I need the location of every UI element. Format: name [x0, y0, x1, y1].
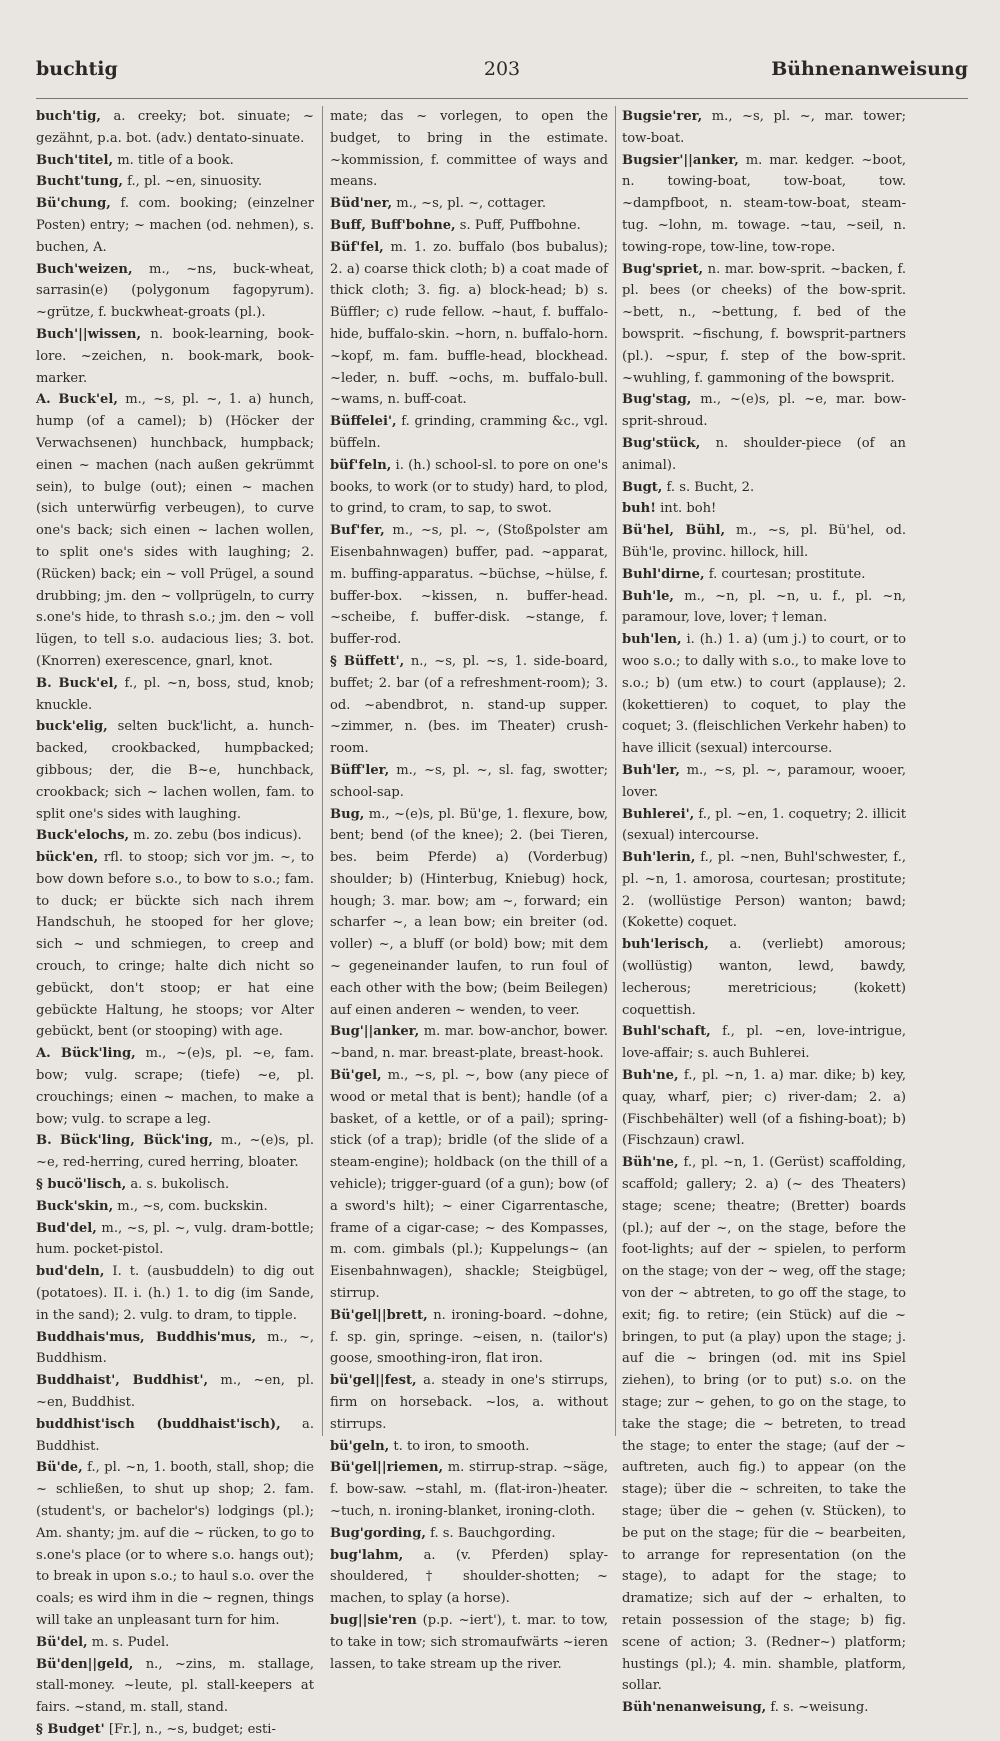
entry-headword: Buh'ne,: [622, 1068, 679, 1084]
dictionary-entry: [36, 171, 314, 193]
entry-definition: n. ironing-board. ~dohne, f. sp. gin, springe. ~eisen, n. (tailor's) goose, smoothing-iron, flat iron.: [330, 1307, 608, 1367]
entry-definition: f., pl. ~n, boss, stud, knob; knuckle.: [36, 675, 314, 713]
entry-headword: Bü'chung,: [36, 196, 111, 212]
entry-headword: Buhl'schaft,: [622, 1024, 711, 1040]
entry-definition: t. to iron, to smooth.: [389, 1438, 530, 1454]
dictionary-entry: [330, 1065, 608, 1305]
entry-headword: Buh'lerin,: [622, 850, 696, 866]
dictionary-entry: [36, 106, 314, 150]
entry-headword: buch'tig,: [36, 109, 101, 124]
entry-definition: m., ~s, pl. ~, bow (any piece of wood or metal that is bent); handle (of a basket, of a kettle, or of a pail); spring-stick (of a trap); bridle (of the slide of a steam-engine); holdback (on the thill of a vehicle); trigger-guard (of a gun); bow (of a sword's hilt); ~ einer Cigarrentasche, frame of a cigar-case; ~ des Kompasses, m. com. gimbals (pl.); Kuppelungs~ (an Eisenbahnwagen), shackle; Steigbügel, stirrup.: [330, 1068, 608, 1302]
page-header: [36, 58, 968, 92]
column-divider-2: [615, 106, 616, 1436]
entry-definition: m., ~(e)s, pl. Bü'ge, 1. flexure, bow, bent; bend (of the knee); 2. (bei Tieren, bes. beim Pferde) a) (Vorderbug) shoulder; b) (Hinterbug, Kniebug) hock, hough; 3. mar. bow; am ~, forward; ein scharfer ~, a lean bow; ein breiter (od. voller) ~, a bluff (or bold) bow; mit dem ~ gegeneinander laufen, to run foul of each other with the bow; (beim Beilegen) auf einen anderen ~ wenden, to veer.: [330, 806, 608, 1018]
dictionary-entry: [330, 411, 608, 455]
entry-headword: bü'geln,: [330, 1438, 390, 1454]
entry-headword: § bucö'lisch,: [36, 1177, 127, 1193]
entry-headword: Buch'weizen,: [36, 261, 133, 277]
entry-definition: m. zo. zebu (bos indicus).: [129, 828, 302, 844]
entry-headword: Buh'ler,: [622, 762, 680, 778]
dictionary-entry: [330, 215, 608, 237]
dictionary-entry: [330, 804, 608, 1022]
entry-headword: Bug'gording,: [330, 1525, 426, 1541]
entry-headword: Bü'den||geld,: [36, 1656, 134, 1672]
entry-definition: f. com. booking; (einzelner Posten) entry; ~ machen (od. nehmen), s. buchen, A.: [36, 196, 314, 255]
page-number: 203: [483, 58, 521, 80]
dictionary-entry: [622, 1152, 906, 1697]
entry-definition: int. boh!: [655, 501, 717, 517]
entry-headword: Buddhaist', Buddhist',: [36, 1373, 209, 1389]
dictionary-entry: [330, 1545, 608, 1610]
entry-definition: f., pl. ~en, 1. coquetry; 2. illicit (sexual) intercourse.: [622, 806, 906, 844]
dictionary-entry: [622, 477, 906, 499]
entry-headword: Buck'elochs,: [36, 828, 130, 844]
entry-definition: a. Buddhist.: [36, 1416, 314, 1454]
entry-definition: m., ~(e)s, pl. ~e, mar. bow-sprit-shroud.: [622, 392, 906, 430]
entry-definition: a. (v. Pferden) splay-shouldered, † shoulder-shotten; ~ machen, to splay (a horse).: [330, 1547, 608, 1607]
dictionary-entry: [622, 804, 906, 848]
entry-headword: Bug,: [330, 806, 365, 822]
dictionary-entry: [622, 433, 906, 477]
entry-definition: m., ~s, pl. ~, (Stoßpolster am Eisenbahnwagen) buffer, pad. ~apparat, m. buffing-apparatus. ~büchse, ~hülse, f. buffer-box. ~kissen, n. buffer-head. ~scheibe, f. buffer-disk. ~stange, f. buffer-rod.: [330, 523, 608, 648]
dictionary-entry: [36, 150, 314, 172]
entry-headword: Büf'fel,: [330, 239, 384, 255]
dictionary-entry: [330, 1523, 608, 1545]
dictionary-entry: [36, 1261, 314, 1326]
dictionary-entry: [622, 934, 906, 1021]
dictionary-entry: [36, 259, 314, 324]
entry-headword: bü'gel||fest,: [330, 1373, 417, 1389]
dictionary-entry: [36, 1632, 314, 1654]
entry-definition: a. s. bukolisch.: [126, 1177, 230, 1193]
entry-definition: m., ~(e)s, pl. ~e, red-herring, cured herring, bloater.: [36, 1133, 314, 1171]
entry-headword: Büff'ler,: [330, 762, 390, 778]
dictionary-entry: [36, 1457, 314, 1631]
entry-definition: n. mar. bow-sprit. ~backen, f. pl. bees (or cheeks) of the bow-sprit. ~bett, n., ~bettung, f. bed of the bowsprit. ~fischung, f. bowsprit-partners (pl.). ~spur, f. step of the bow-sprit. ~wuhling, f. gammoning of the bowsprit.: [622, 261, 906, 386]
dictionary-entry: [330, 651, 608, 760]
entry-headword: Bugsier'||anker,: [622, 152, 739, 168]
entry-headword: Bud'del,: [36, 1220, 97, 1236]
dictionary-entry: [622, 1021, 906, 1065]
entry-definition: m., ~s, com. buckskin.: [113, 1198, 268, 1214]
entry-headword: bück'en,: [36, 850, 99, 866]
entry-definition: f., pl. ~en, sinuosity.: [122, 174, 262, 190]
entry-definition: a. steady in one's stirrups, firm on horseback. ~los, a. without stirrups.: [330, 1373, 608, 1432]
dictionary-entry: [330, 106, 608, 193]
dictionary-entry: [622, 498, 906, 520]
entry-headword: Bü'de,: [36, 1460, 83, 1476]
entry-definition: f. grinding, cramming &c., vgl. büffeln.: [330, 414, 608, 451]
dictionary-entry: [36, 193, 314, 258]
entry-headword: Büh'nenanweisung,: [622, 1700, 767, 1716]
entry-definition: a. (verliebt) amorous; (wollüstig) wanton, lewd, bawdy, lecherous; meretricious; (kokett) coquettish.: [622, 937, 906, 1018]
entry-definition: m., ~s, pl. ~, sl. fag, swotter; school-sap.: [330, 762, 608, 800]
entry-definition: m. 1. zo. buffalo (bos bubalus); 2. a) coarse thick cloth; b) a coat made of thick cloth; 3. fig. a) block-head; b) s. Büffler; c) rude fellow. ~haut, f. buffalo-hide, buffalo-skin. ~horn, n. buffalo-horn. ~kopf, m. fam. buffle-head, blockhead. ~leder, n. buff. ~ochs, m. buffalo-bull. ~wams, n. buff-coat.: [330, 239, 608, 408]
entry-definition: i. (h.) school-sl. to pore on one's books, to work (or to study) hard, to plod, to grind, to cram, to sap, to swot.: [330, 457, 608, 517]
entry-definition: m. mar. bow-anchor, bower. ~band, n. mar. breast-plate, breast-hook.: [330, 1024, 608, 1062]
entry-headword: B. Bück'ling, Bück'ing,: [36, 1133, 213, 1149]
entry-definition: mate; das ~ vorlegen, to open the budget, to bring in the estimate. ~kommission, f. committee of ways and means.: [330, 109, 608, 190]
dictionary-entry: [36, 324, 314, 389]
dictionary-entry: [36, 1370, 314, 1414]
entry-definition: f. courtesan; prostitute.: [704, 566, 866, 582]
entry-headword: Buff, Buff'bohne,: [330, 217, 456, 233]
entry-headword: Büd'ner,: [330, 196, 393, 212]
dictionary-entry: [622, 1697, 906, 1719]
entry-definition: f., pl. ~n, 1. (Gerüst) scaffolding, scaffold; gallery; 2. a) (~ des Theaters) stage; scene; theatre; (Bretter) boards (pl.); auf der ~, on the stage, before the foot-lights; auf der ~ spielen, to perform on the stage; von der ~ weg, off the stage; von der ~ abtreten, to go off the stage, to exit; fig. to retire; (ein Stück) auf die ~ bringen, to put (a play) upon the stage; j. auf die ~ bringen (od. mit ins Spiel ziehen), to bring (or to put) s.o. on the stage; zur ~ gehen, to go on the stage, to take the stage; die ~ betreten, to tread the stage; to enter the stage; (auf der ~ auftreten, auch fig.) to appear (on the stage); über die ~ schreiten, to take the stage; über die ~ gehen (v. Stücken), to be put on the stage; für die ~ bearbeiten, to arrange for representation (on the stage), to adapt for the stage; to dramatize; sich auf der ~ erhalten, to retain possession of the stage; b) fig. scene of action; 3. (Redner~) platform; hustings (pl.); 4. min. shamble, platform, sollar.: [622, 1155, 906, 1694]
header-first-headword: buchtig: [36, 58, 118, 80]
entry-definition: selten buck'licht, a. hunch-backed, crookbacked, humpbacked; gibbous; der, die B~e, hunchback, crookback; sich ~ lachen wollen, fam. to split one's sides with laughing.: [36, 719, 314, 822]
entry-definition: i. (h.) 1. a) (um j.) to court, or to woo s.o.; to dally with s.o., to make love to s.o.; b) (um etw.) to court (applause); 2. (kokettieren) to coquet, to play the coquet; 3. (fleischlichen Verkehr haben) to have illicit (sexual) intercourse.: [622, 632, 906, 757]
entry-definition: m., ~s, pl. ~, mar. tower; tow-boat.: [622, 109, 906, 146]
entry-definition: f. s. ~weisung.: [766, 1700, 869, 1716]
entry-definition: (p.p. ~iert'), t. mar. to tow, to take in tow; sich stromaufwärts ~ieren lassen, to take stream up the river.: [330, 1612, 608, 1672]
dictionary-entry: [36, 825, 314, 847]
entry-definition: a. creeky; bot. sinuate; ~ gezähnt, p.a. bot. (adv.) dentato-sinuate.: [36, 109, 314, 146]
entry-definition: n. shoulder-piece (of an animal).: [622, 435, 906, 473]
dictionary-entry: [330, 1021, 608, 1065]
entry-headword: Bü'gel||riemen,: [330, 1460, 444, 1476]
entry-definition: f. s. Bauchgording.: [425, 1525, 556, 1541]
dictionary-entry: [622, 760, 906, 804]
entry-headword: Bug'||anker,: [330, 1024, 420, 1040]
entry-headword: Bug'stag,: [622, 392, 692, 408]
dictionary-entry: [622, 520, 906, 564]
dictionary-entry: [36, 847, 314, 1043]
entry-definition: m., ~en, pl. ~en, Buddhist.: [36, 1373, 314, 1411]
entry-headword: Bug'stück,: [622, 435, 701, 451]
dictionary-entry: [622, 1065, 906, 1152]
entry-definition: m., ~(e)s, pl. ~e, fam. bow; vulg. scrape; (tiefe) ~e, pl. crouchings; einen ~ machen, to make a bow; vulg. to scrape a leg.: [36, 1046, 314, 1127]
entry-headword: A. Buck'el,: [36, 392, 118, 408]
entry-definition: I. t. (ausbuddeln) to dig out (potatoes). II. i. (h.) 1. to dig (im Sande, in the sand); 2. vulg. to dram, to tipple.: [36, 1264, 314, 1323]
dictionary-entry: [330, 1370, 608, 1435]
entry-headword: Buf'fer,: [330, 523, 385, 539]
entry-definition: [Fr.], n., ~s, budget; esti-: [104, 1721, 276, 1737]
entry-headword: bug||sie'ren: [330, 1612, 417, 1628]
entry-headword: Bü'gel,: [330, 1068, 382, 1084]
entry-definition: rfl. to stoop; sich vor jm. ~, to bow down before s.o., to bow to s.o.; fam. to duck; er bückte sich nach ihrem Handschuh, he stooped for her glove; sich ~ und schmiegen, to creep and crouch, to cringe; halte dich nicht so gebückt, don't stoop; er hat eine gebückte Haltung, he stoops; vor Alter gebückt, bent (or stooping) with age.: [36, 850, 314, 1040]
entry-headword: Buch'||wissen,: [36, 326, 142, 342]
dictionary-entry: [622, 564, 906, 586]
dictionary-entry: [330, 760, 608, 804]
dictionary-entry: [330, 1610, 608, 1675]
header-last-headword: Bühnenanweisung: [771, 58, 968, 80]
entry-headword: buh!: [622, 501, 656, 517]
dictionary-entry: [330, 193, 608, 215]
dictionary-entry: [330, 1436, 608, 1458]
dictionary-entry: [330, 1305, 608, 1370]
dictionary-entry: [36, 1414, 314, 1458]
dictionary-entry: [36, 1218, 314, 1262]
entry-headword: buck'elig,: [36, 719, 108, 735]
entry-headword: § Budget': [36, 1721, 105, 1737]
entry-headword: bud'deln,: [36, 1264, 105, 1280]
dictionary-entry: [36, 1327, 314, 1371]
entry-headword: büf'feln,: [330, 457, 392, 473]
entry-headword: Bü'hel, Bühl,: [622, 523, 726, 539]
dictionary-entry: [36, 1196, 314, 1218]
dictionary-entry: [36, 389, 314, 672]
entry-headword: Bü'del,: [36, 1634, 88, 1650]
entry-headword: Buhlerei',: [622, 806, 695, 822]
entry-definition: m. mar. kedger. ~boot, n. towing-boat, tow-boat, tow. ~dampfboot, n. steam-tow-boat, steam-tug. ~lohn, m. towage. ~tau, ~seil, n. towing-rope, tow-line, tow-rope.: [622, 152, 906, 255]
dictionary-entry: [622, 106, 906, 150]
column-divider-1: [322, 106, 323, 1436]
dictionary-entry: [622, 629, 906, 760]
column-1: [36, 106, 314, 1737]
dictionary-entry: [36, 1654, 314, 1719]
entry-headword: Bü'gel||brett,: [330, 1307, 428, 1323]
entry-definition: n., ~s, pl. ~s, 1. side-board, buffet; 2. bar (of a refreshment-room); 3. od. ~abendbrot, n. stand-up supper. ~zimmer, n. (bes. im Theater) crush-room.: [330, 653, 608, 757]
entry-headword: Bucht'tung,: [36, 174, 123, 190]
entry-headword: buh'lerisch,: [622, 937, 709, 953]
entry-definition: m., ~s, pl. ~, paramour, wooer, lover.: [622, 762, 906, 800]
entry-definition: f. s. Bucht, 2.: [662, 479, 755, 495]
entry-headword: Bugsie'rer,: [622, 109, 703, 124]
dictionary-entry: [330, 1457, 608, 1522]
column-3: [622, 106, 906, 1716]
dictionary-entry: [36, 1130, 314, 1174]
dictionary-entry: [36, 1719, 314, 1741]
entry-definition: m., ~s, pl. ~, vulg. dram-bottle; hum. pocket-pistol.: [36, 1220, 314, 1258]
entry-headword: § Büffett',: [330, 653, 405, 669]
entry-definition: m., ~n, pl. ~n, u. f., pl. ~n, paramour, love, lover; † leman.: [622, 588, 906, 626]
entry-definition: f., pl. ~n, 1. a) mar. dike; b) key, quay, wharf, pier; c) river-dam; 2. a) (Fischbehälter) well (of a fishing-boat); b) (Fischzaun) crawl.: [622, 1068, 906, 1149]
entry-headword: B. Buck'el,: [36, 675, 119, 691]
entry-headword: Büffelei',: [330, 414, 397, 430]
entry-definition: f., pl. ~en, love-intrigue, love-affair; s. auch Buhlerei.: [622, 1024, 906, 1062]
dictionary-entry: [330, 455, 608, 520]
entry-headword: Bug'spriet,: [622, 261, 704, 277]
dictionary-entry: [36, 1174, 314, 1196]
dictionary-entry: [330, 237, 608, 411]
entry-headword: Büh'ne,: [622, 1155, 679, 1171]
entry-definition: n., ~zins, m. stallage, stall-money. ~leute, pl. stall-keepers at fairs. ~stand, m. stall, stand.: [36, 1656, 314, 1716]
entry-definition: s. Puff, Puffbohne.: [455, 217, 581, 233]
entry-headword: Bugt,: [622, 479, 663, 495]
dictionary-entry: [36, 673, 314, 717]
entry-definition: f., pl. ~n, 1. booth, stall, shop; die ~ schließen, to shut up shop; 2. fam. (student's, or bachelor's) lodgings (pl.); Am. shanty; jm. auf die ~ rücken, to go to s.one's place (or to where s.o. hangs out); to break in upon s.o.; to haul s.o. over the coals; es wird ihm in die ~ regnen, things will take an unpleasant turn for him.: [36, 1460, 314, 1628]
entry-definition: m., ~s, pl. Bü'hel, od. Büh'le, provinc. hillock, hill.: [622, 523, 906, 560]
entry-definition: m., ~s, pl. ~, 1. a) hunch, hump (of a camel); b) (Höcker der Verwachsenen) hunchback, humpback; einen ~ machen (nach außen gekrümmt sein), to bulge (out); einen ~ machen (sich unterwürfig verbeugen), to curve one's back; sich einen ~ lachen wollen, to split one's sides with laughing; 2. (Rücken) back; ein ~ voll Prügel, a sound drubbing; jm. den ~ vollprügeln, to curry s.one's hide, to thrash s.o.; jm. den ~ voll lügen, to tell s.o. audacious lies; 3. bot. (Knorren) exerescence, gnarl, knot.: [36, 392, 314, 669]
entry-definition: m. s. Pudel.: [87, 1634, 170, 1650]
entry-headword: buddhist'isch (buddhaist'isch),: [36, 1416, 281, 1432]
entry-definition: n. book-learning, book-lore. ~zeichen, n. book-mark, book-marker.: [36, 326, 314, 386]
entry-definition: m. title of a book.: [113, 152, 234, 168]
entry-headword: Buh'le,: [622, 588, 674, 604]
entry-definition: m., ~, Buddhism.: [36, 1329, 314, 1367]
entry-definition: m., ~s, pl. ~, cottager.: [392, 196, 547, 212]
entry-headword: buh'len,: [622, 632, 682, 648]
entry-definition: m., ~ns, buck-wheat, sarrasin(e) (polygonum fagopyrum). ~grütze, f. buckwheat-groats (pl.).: [36, 261, 314, 321]
dictionary-entry: [622, 150, 906, 259]
dictionary-entry: [622, 847, 906, 934]
dictionary-entry: [330, 520, 608, 651]
header-rule: [36, 98, 968, 99]
entry-definition: m. stirrup-strap. ~säge, f. bow-saw. ~stahl, m. (flat-iron-)heater. ~tuch, n. ironing-blanket, ironing-cloth.: [330, 1460, 608, 1519]
entry-headword: Buhl'dirne,: [622, 566, 705, 582]
entry-headword: Buck'skin,: [36, 1198, 114, 1214]
dictionary-entry: [622, 259, 906, 390]
column-2: [330, 106, 608, 1672]
entry-headword: A. Bück'ling,: [36, 1046, 136, 1062]
entry-headword: bug'lahm,: [330, 1547, 404, 1563]
dictionary-entry: [36, 716, 314, 825]
entry-definition: f., pl. ~nen, Buhl'schwester, f., pl. ~n, 1. amorosa, courtesan; prostitute; 2. (wollüstige Person) wanton; bawd; (Kokette) coquet.: [622, 850, 906, 931]
dictionary-entry: [622, 586, 906, 630]
dictionary-entry: [622, 389, 906, 433]
entry-headword: Buddhais'mus, Buddhis'mus,: [36, 1329, 257, 1345]
entry-headword: Buch'titel,: [36, 152, 114, 168]
dictionary-entry: [36, 1043, 314, 1130]
